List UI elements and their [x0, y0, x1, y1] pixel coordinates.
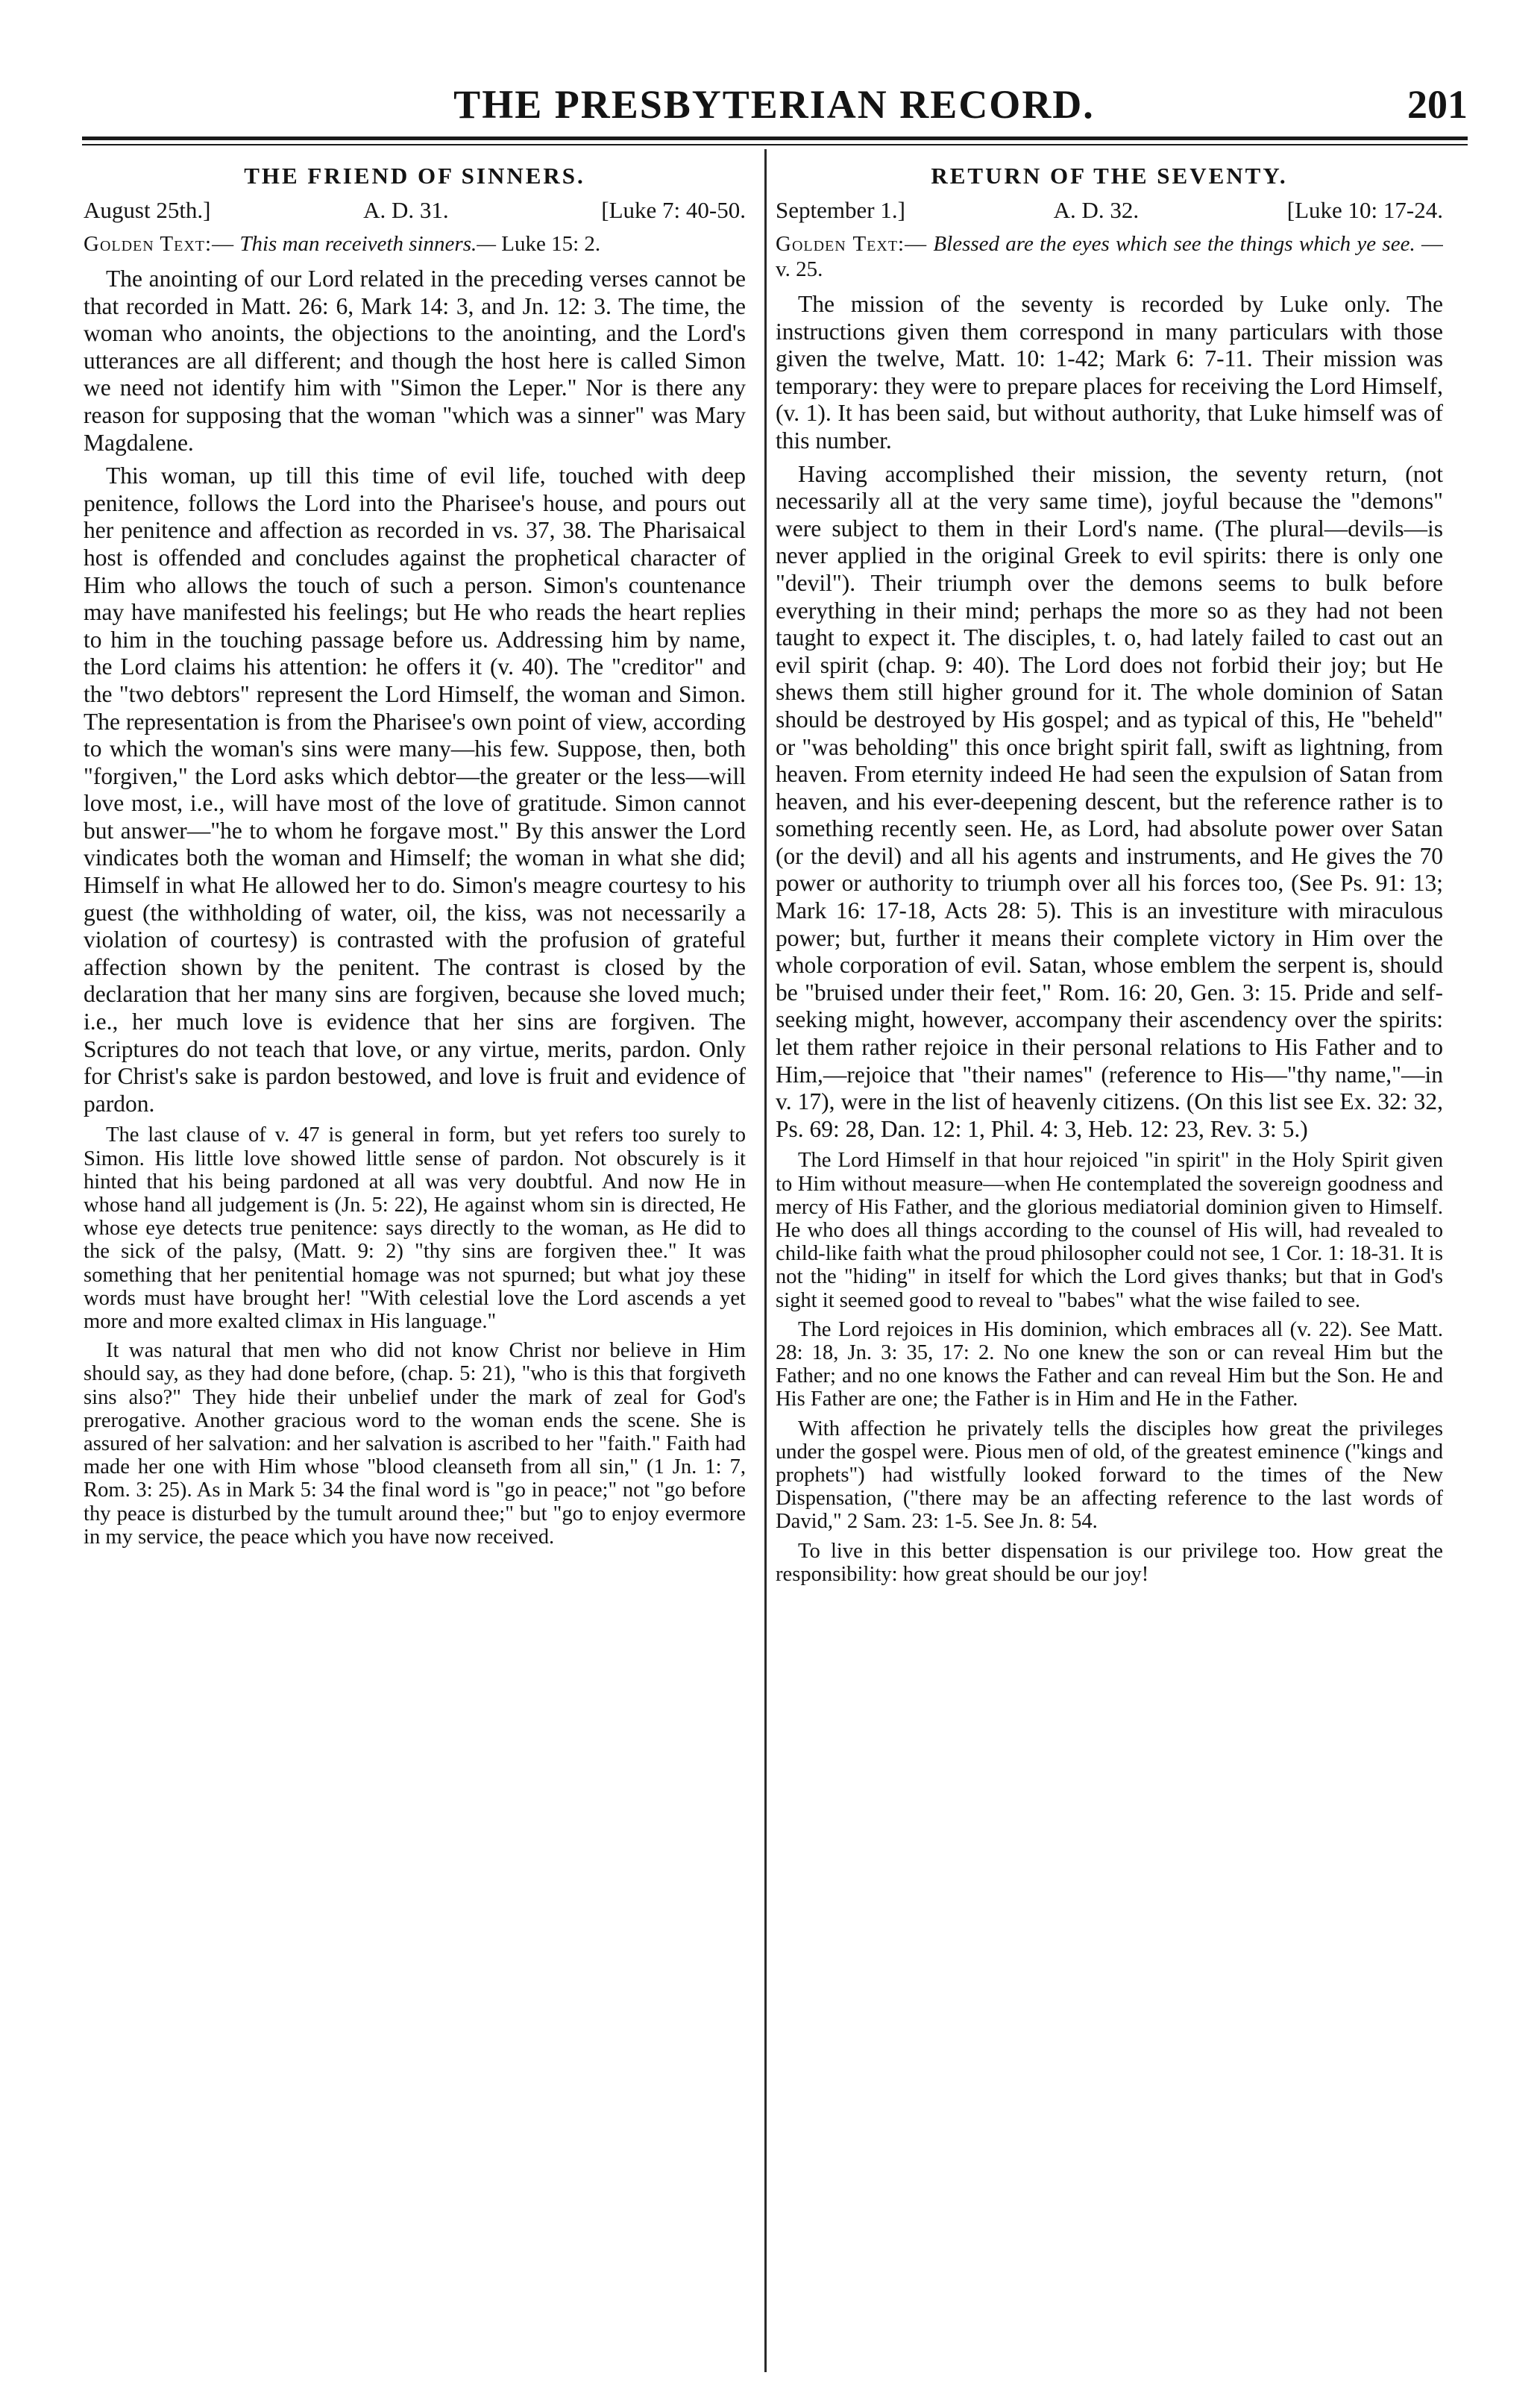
- paragraph: The Lord Himself in that hour rejoiced "in spirit" in the Holy Spirit given to Him without measure—when He contemplated the sovereign goodness and mercy of His Father, and the glorious mediatorial dominion given to Himself. He who does all things according to the counsel of His will, had revealed to child-like faith what the proud philosopher could not see, 1 Cor. 1: 18-31. It is not the "hiding" in itself for which the Lord gives thanks; but that in God's sight it seemed good to reveal to "babes" what the wise failed to see.: [776, 1149, 1443, 1312]
- lesson-dateline: [776, 197, 1443, 224]
- golden-text-quote: Blessed are the eyes which see the things which ye see.: [933, 232, 1415, 256]
- lesson-dateline: [84, 197, 746, 224]
- paragraph: The last clause of v. 47 is general in form, but yet refers too surely to Simon. His little love showed little sense of pardon. Not obscurely is it hinted that his being pardoned at all was very doubtful. And now He in whose hand all judgement is (Jn. 5: 22), He against whom sin is directed, He whose eye detects true penitence: says directly to the woman, as He did to the sick of the palsy, (Matt. 9: 2) "thy sins are forgiven thee." It was something that her penitential homage was not spurned; but what joy these words must have brought her! "With celestial love the Lord ascends a yet more and more exalted climax in His language.": [84, 1123, 746, 1334]
- lesson-heading: RETURN OF THE SEVENTY.: [931, 163, 1288, 189]
- lesson-heading: THE FRIEND OF SINNERS.: [244, 163, 585, 189]
- lesson-date: August 25th.]: [84, 197, 211, 223]
- page-number: 201: [1407, 82, 1468, 127]
- paragraph: It was natural that men who did not know Christ nor believe in Him should say, as they had done before, (chap. 5: 21), "who is this that forgiveth sins also?" They hide their unbelief under the mark of zeal for God's prerogative. Another gracious word to the woman ends the scene. She is assured of her salvation: and her salvation is ascribed to her "faith." Faith had made her one with Him whose "blood cleanseth from all sin," (1 Jn. 1: 7, Rom. 3: 25). As in Mark 5: 34 the final word is "go in peace;" not "go before thy peace is disturbed by the tumult around thee;" but "go to enjoy evermore in my service, the peace which you have now received.: [84, 1339, 746, 1549]
- paragraph: To live in this better dispensation is our privilege too. How great the responsibility: how great should be our joy!: [776, 1539, 1443, 1586]
- paragraph: This woman, up till this time of evil life, touched with deep penitence, follows the Lord into the Pharisee's house, and pours out her penitence and affection as recorded in vs. 37, 38. The Pharisaical host is offended and concludes against the prophetical character of Him who allows the touch of such a person. Simon's countenance may have manifested his feelings; but He who reads the heart replies to him in the touching passage before us. Addressing him by name, the Lord claims his attention: he offers it (v. 40). The "creditor" and the "two debtors" represent the Lord Himself, the woman and Simon. The representation is from the Pharisee's own point of view, according to which the woman's sins were many—his few. Suppose, then, both "forgiven," the Lord asks which debtor—the greater or the less—will love most, i.e., will have most of the love of gratitude. Simon cannot but answer—"he to whom he forgave most." By this answer the Lord vindicates both the woman and Himself; the woman in what she did; Himself in what He allowed her to do. Simon's meagre courtesy to his guest (the withholding of water, oil, the kiss, was not necessarily a violation of courtesy) is contrasted with the profusion of grateful affection shown by the penitent. The contrast is closed by the declaration that her many sins are forgiven, because she loved much; i.e., her much love is evidence that her sins are forgiven. The Scriptures do not teach that love, or any virtue, merits, pardon. Only for Christ's sake is pardon bestowed, and love is fruit and evidence of pardon.: [84, 462, 746, 1117]
- paragraph: With affection he privately tells the disciples how great the privileges under the gospel were. Pious men of old, of the greatest eminence ("kings and prophets") had wistfully looked forward to the times of the New Dispensation, ("there may be an affecting reference to the last words of David," 2 Sam. 23: 1-5. See Jn. 8: 54.: [776, 1417, 1443, 1534]
- golden-text: [84, 231, 746, 257]
- header-rule: [82, 137, 1468, 140]
- column-divider: [764, 149, 767, 2372]
- page-header: [81, 78, 1468, 131]
- paragraph: The Lord rejoices in His dominion, which embraces all (v. 22). See Matt. 28: 18, Jn. 3: 35, 17: 2. No one knew the son or can reveal Him but the Father; and no one knows the Father and can reveal Him but the Son. He and His Father are one; the Father is in Him and He in the Father.: [776, 1317, 1443, 1411]
- lesson-reference: [Luke 7: 40-50.: [601, 197, 746, 223]
- publication-title: THE PRESBYTERIAN RECORD.: [453, 82, 1095, 127]
- golden-text-label: Golden Text:—: [84, 232, 235, 256]
- lesson-year: A. D. 31.: [363, 197, 449, 223]
- golden-text-reference: Luke 15: 2.: [501, 232, 601, 256]
- paragraph: The anointing of our Lord related in the preceding verses cannot be that recorded in Matt. 26: 6, Mark 14: 3, and Jn. 12: 3. The time, the woman who anoints, the objections to the anointing, and the Lord's utterances are all different; and though the host here is called Simon we need not identify him with "Simon the Leper." Nor is there any reason for supposing that the woman "which was a sinner" was Mary Magdalene.: [84, 266, 746, 456]
- golden-text-reference: —v. 25.: [776, 232, 1443, 281]
- header-rule-thin: [82, 144, 1468, 145]
- paragraph: The mission of the seventy is recorded by Luke only. The instructions given them correspond in many particulars with those given the twelve, Matt. 10: 1-42; Mark 6: 7-11. Their mission was temporary: they were to prepare places for receiving the Lord Himself, (v. 1). It has been said, but without authority, that Luke himself was of this number.: [776, 291, 1443, 454]
- lesson-year: A. D. 32.: [1053, 197, 1140, 223]
- golden-text: [776, 231, 1443, 282]
- left-column: [84, 163, 746, 2233]
- golden-text-quote: This man receiveth sinners.—: [239, 232, 497, 256]
- golden-text-label: Golden Text:—: [776, 232, 928, 256]
- lesson-date: September 1.]: [776, 197, 905, 223]
- lesson-reference: [Luke 10: 17-24.: [1286, 197, 1443, 223]
- paragraph: Having accomplished their mission, the seventy return, (not necessarily all at the very same time), joyful because the "demons" were subject to them in their Lord's name. (The plural—devils—is never applied in the original Greek to evil spirits: there is only one "devil"). Their triumph over the demons seems to bulk before everything in their mind; perhaps the more so as they had not been taught to expect it. The disciples, t. o, had lately failed to cast out an evil spirit (chap. 9: 40). The Lord does not forbid their joy; but He shews them still higher ground for it. The whole dominion of Satan should be destroyed by His gospel; and as typical of this, He "beheld" or "was beholding" this once bright spirit fall, swift as lightning, from heaven. From eternity indeed He had seen the expulsion of Satan from heaven, and his ever-deepening descent, but the reference rather is to something recently seen. He, as Lord, had absolute power over Satan (or the devil) and all his agents and instruments, and He gives the 70 power or authority to triumph over all his forces too, (See Ps. 91: 13; Mark 16: 17-18, Acts 28: 5). This is an investiture with miraculous power; but, further it means their complete victory in Him over the whole corporation of evil. Satan, whose emblem the serpent is, should be "bruised under their feet," Rom. 16: 20, Gen. 3: 15. Pride and self-seeking might, however, accompany their ascendency over the spirits: let them rather rejoice in their personal relations to His Father and to Him,—rejoice that "their names" (reference to His—"thy name,"—in v. 17), were in the list of heavenly citizens. (On this list see Ex. 32: 32, Ps. 69: 28, Dan. 12: 1, Phil. 4: 3, Heb. 12: 23, Rev. 3: 5.): [776, 460, 1443, 1142]
- right-column: [776, 163, 1443, 2341]
